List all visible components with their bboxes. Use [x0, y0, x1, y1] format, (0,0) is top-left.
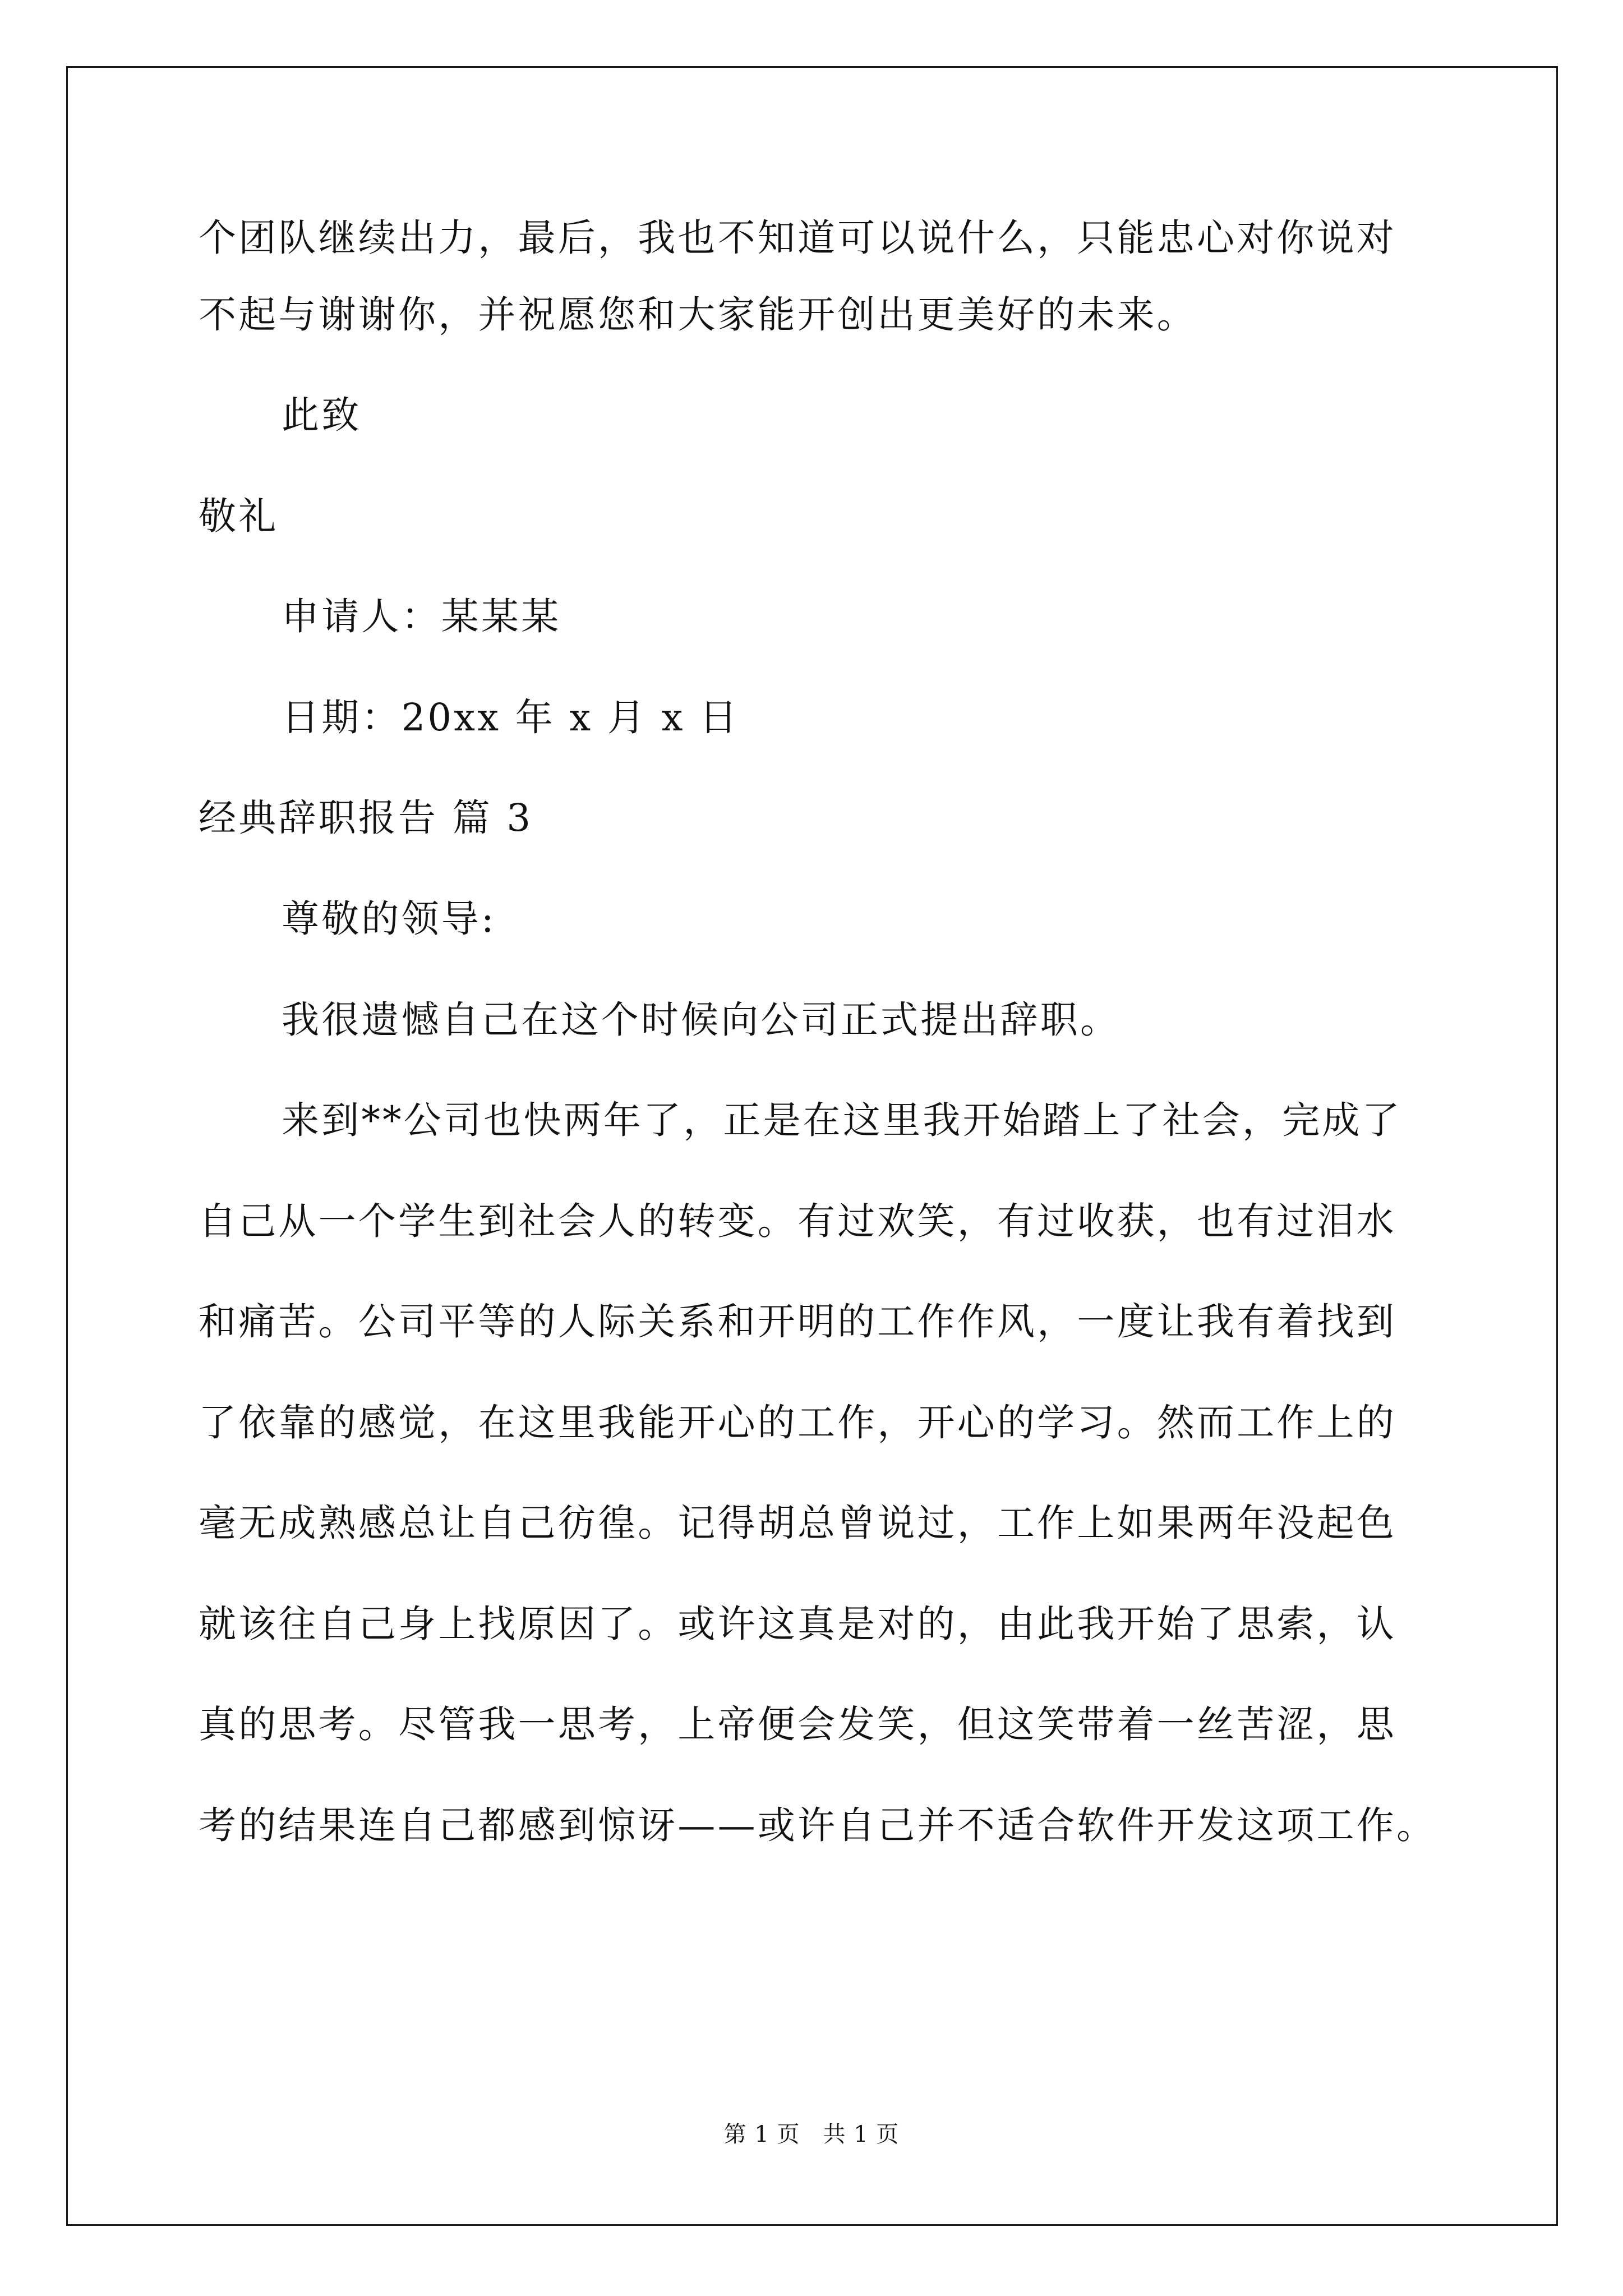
paragraph-line: 和痛苦。公司平等的人际关系和开明的工作作风，一度让我有着找到	[199, 1300, 1396, 1343]
paragraph-line: 来到**公司也快两年了，正是在这里我开始踏上了社会，完成了	[282, 1098, 1402, 1142]
paragraph-line: 我很遗憾自己在这个时候向公司正式提出辞职。	[282, 998, 1121, 1042]
closing-regards: 敬礼	[199, 494, 279, 538]
paragraph-line: 了依靠的感觉，在这里我能开心的工作，开心的学习。然而工作上的	[199, 1401, 1396, 1444]
paragraph-line: 就该往自己身上找原因了。或许这真是对的，由此我开始了思索，认	[199, 1602, 1396, 1646]
page-border	[66, 66, 1558, 2226]
paragraph-line: 自己从一个学生到社会人的转变。有过欢笑，有过收获，也有过泪水	[199, 1199, 1396, 1243]
paragraph-line: 不起与谢谢你，并祝愿您和大家能开创出更美好的未来。	[199, 293, 1197, 337]
page-number-footer: 第 1 页 共 1 页	[723, 2122, 900, 2147]
closing-salutation: 此致	[282, 393, 362, 437]
greeting-line: 尊敬的领导:	[282, 897, 496, 941]
date-line: 日期：20xx 年 x 月 x 日	[282, 696, 740, 739]
paragraph-line: 真的思考。尽管我一思考，上帝便会发笑，但这笑带着一丝苦涩，思	[199, 1703, 1396, 1746]
paragraph-line: 个团队继续出力，最后，我也不知道可以说什么，只能忠心对你说对	[199, 216, 1396, 260]
paragraph-line: 毫无成熟感总让自己彷徨。记得胡总曾说过，工作上如果两年没起色	[199, 1501, 1396, 1545]
section-heading: 经典辞职报告 篇 3	[199, 796, 533, 840]
paragraph-line: 考的结果连自己都感到惊讶——或许自己并不适合软件开发这项工作。	[199, 1803, 1437, 1847]
applicant-line: 申请人：某某某	[282, 595, 561, 638]
